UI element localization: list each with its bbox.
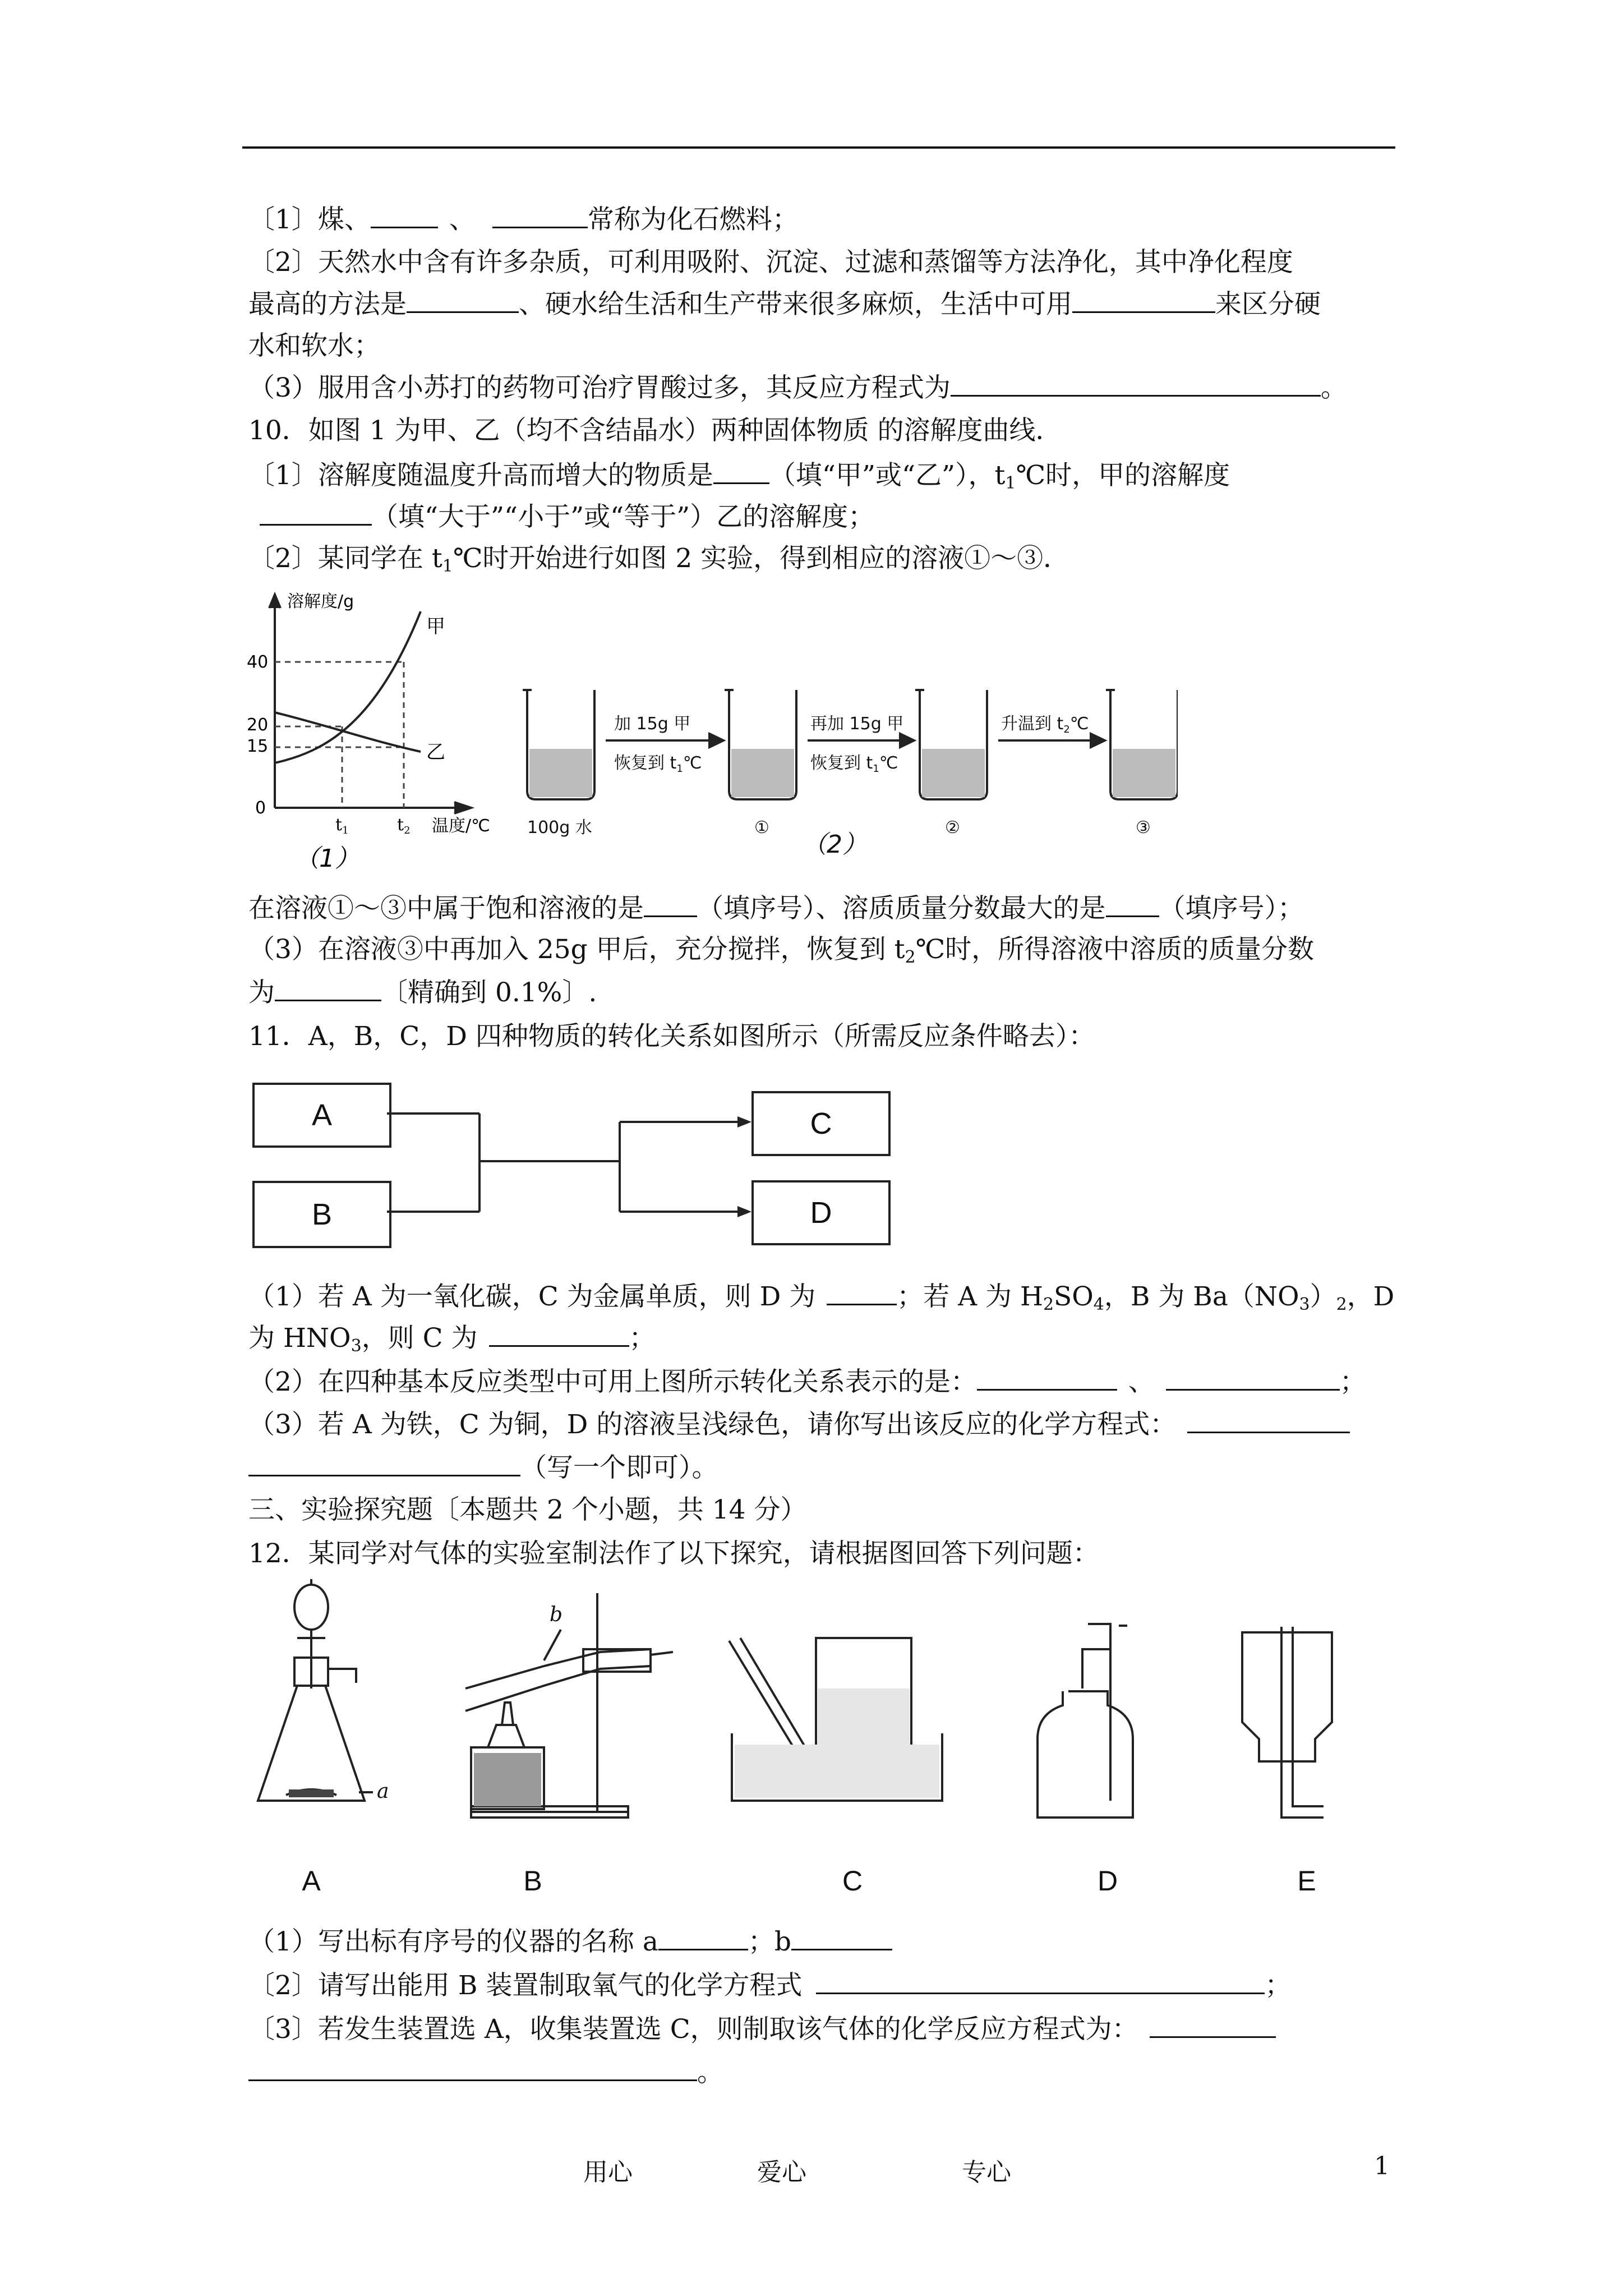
q12-line3: 〔3〕若发生装置选 A，收集装置选 C，则制取该气体的化学反应方程式为： [248, 2012, 1276, 2046]
box-b: B [252, 1181, 391, 1248]
box-d: D [751, 1180, 891, 1245]
q9-line1: 〔1〕煤、 、 常称为化石燃料； [248, 202, 799, 237]
q11-line5: （写一个即可）。 [248, 1450, 718, 1485]
beaker1-label: ① [754, 818, 769, 838]
q9-line2: 〔2〕天然水中含有许多杂质，可利用吸附、沉淀、过滤和蒸馏等方法净化，其中净化程度 [248, 247, 1293, 278]
apparatus-label-b: B [523, 1865, 542, 1897]
curve-label-yi: 乙 [426, 741, 445, 763]
ytick-0: 0 [255, 798, 266, 818]
fig1-caption: （1） [294, 844, 359, 873]
marker-a: a [377, 1780, 389, 1803]
apparatus-figure [247, 1576, 1357, 1913]
q10-line4: 〔2〕某同学在 $t_1℃$时开始进行如图 2 实验，得到相应的溶液①～③． [248, 543, 1070, 576]
q10-line7: 为 〔精确到 0.1%〕. [248, 975, 597, 1010]
arrow1-top: 加 15g 甲 [614, 714, 691, 734]
experiment-figure [516, 673, 1178, 875]
apparatus-label-a: A [302, 1865, 321, 1897]
q11-line1: （1）若 A 为一氧化碳，C 为金属单质，则 D 为 ；若 A 为 $H_2SO_4$，B 为 $Ba(NO_3)_2$，D [248, 1279, 1394, 1322]
q9-line5: （3）服用含小苏打的药物可治疗胃酸过多，其反应方程式为 。 [248, 370, 1347, 405]
beaker3-label: ③ [1136, 818, 1151, 838]
box-c: C [751, 1091, 891, 1156]
beaker0-label: 100g 水 [527, 818, 592, 838]
arrow3-top: 升温到 $t_2℃$ [1001, 714, 1089, 735]
arrow2-top: 再加 15g 甲 [810, 714, 904, 734]
q12-intro: 12．某同学对气体的实验室制法作了以下探究，请根据图回答下列问题： [248, 1538, 1099, 1569]
xtick-t2: $t_2$ [397, 815, 411, 836]
footer-3: 专心 [962, 2158, 1011, 2187]
footer-2: 爱心 [757, 2158, 806, 2187]
arrow2-bottom: 恢复到 $t_1℃$ [810, 753, 898, 775]
header-rule [242, 146, 1395, 149]
q10-line6: （3）在溶液③中再加入 25g 甲后，充分搅拌，恢复到 $t_2℃$时，所得溶液中溶质的质量分数 [248, 934, 1315, 967]
ytick-15: 15 [247, 737, 269, 756]
q10-line2: 〔1〕溶解度随温度升高而增大的物质是 （填“甲”或“乙”），$t_1℃$时，甲的溶解度 [248, 458, 1230, 500]
beaker2-label: ② [945, 818, 960, 838]
section3-heading: 三、实验探究题〔本题共 2 个小题，共 14 分） [248, 1494, 807, 1525]
q12-line2: 〔2〕请写出能用 B 装置制取氧气的化学方程式 ； [248, 1968, 1291, 2003]
ytick-40: 40 [247, 652, 269, 672]
q12-line4: 。 [248, 2055, 723, 2090]
apparatus-label-d: D [1097, 1865, 1118, 1897]
q9-line3: 最高的方法是 、硬水给生活和生产带来很多麻烦，生活中可用 来区分硬 [248, 287, 1321, 321]
q9-line4: 水和软水； [248, 330, 380, 361]
arrow1-bottom: 恢复到 $t_1℃$ [614, 753, 702, 775]
apparatus-label-e: E [1297, 1865, 1316, 1897]
q11-intro: 11．A，B，C，D 四种物质的转化关系如图所示（所需反应条件略去）： [248, 1021, 1095, 1052]
q11-line2: 为 $HNO_3$，则 C 为 ； [248, 1320, 656, 1363]
q12-line1: （1）写出标有序号的仪器的名称 a ；b [248, 1924, 892, 1959]
footer-1: 用心 [583, 2158, 633, 2187]
apparatus-label-c: C [842, 1865, 863, 1897]
xlabel: 温度/℃ [432, 816, 490, 836]
q11-line3: （2）在四种基本反应类型中可用上图所示转化关系表示的是： 、 ； [248, 1364, 1366, 1399]
xtick-t1: $t_1$ [335, 815, 349, 836]
q10-line5: 在溶液①～③中属于饱和溶液的是 （填序号）、溶质质量分数最大的是 （填序号）； [248, 891, 1304, 926]
curve-label-jia: 甲 [426, 615, 445, 638]
marker-b: b [550, 1603, 563, 1626]
q11-line4: （3）若 A 为铁，C 为铜，D 的溶液呈浅绿色，请你写出该反应的化学方程式： [248, 1407, 1350, 1442]
ytick-20: 20 [247, 715, 269, 735]
ylabel: 溶解度/g [287, 592, 354, 611]
conversion-connectors [387, 1099, 757, 1234]
q10-line3: （填“大于”“小于”或“等于”）乙的溶解度； [248, 499, 874, 534]
q10-intro: 10．如图 1 为甲、乙（均不含结晶水）两种固体物质 的溶解度曲线． [248, 415, 1062, 446]
solubility-chart [241, 583, 499, 875]
page-number: 1 [1374, 2152, 1390, 2180]
box-a: A [252, 1083, 391, 1148]
fig2-caption: （2） [802, 830, 867, 859]
